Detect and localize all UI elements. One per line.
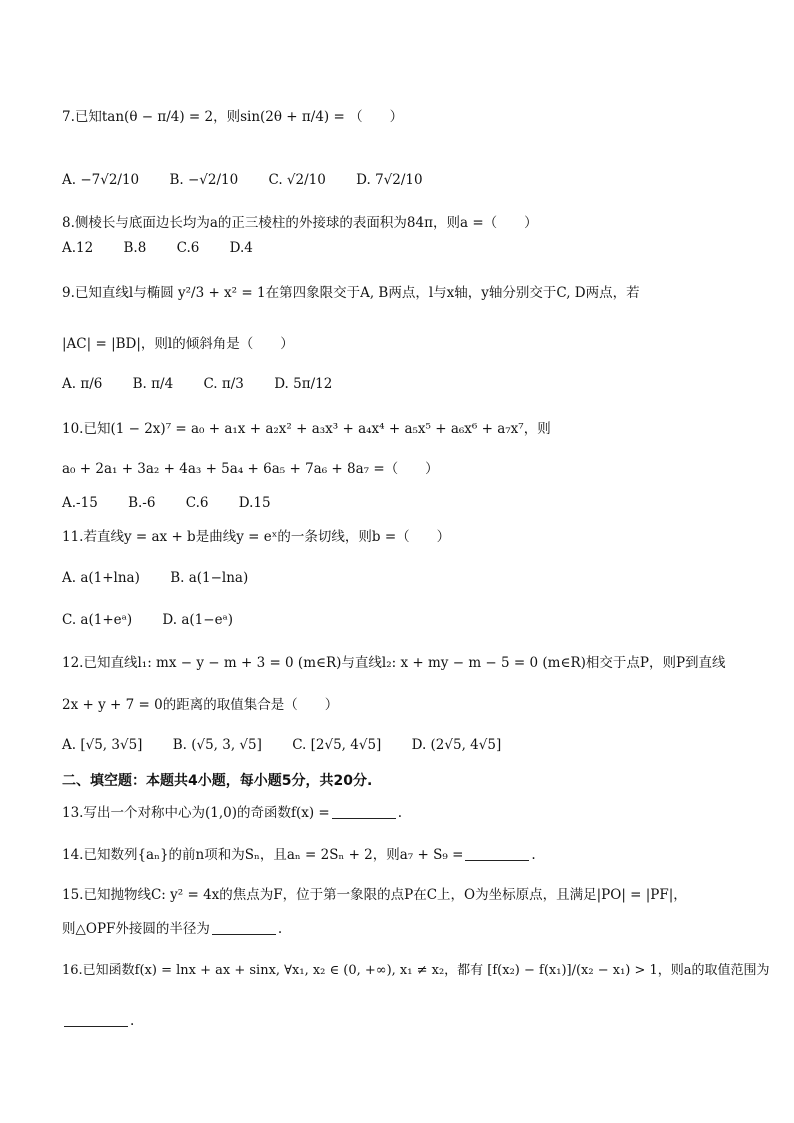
question-12-stem-line2: 2x + y + 7 = 0的距离的取值集合是（ ） bbox=[62, 697, 339, 713]
q12-option-a: A. [√5, 3√5] bbox=[62, 737, 143, 753]
q10-option-d: D.15 bbox=[238, 495, 271, 511]
question-11-options-row2 bbox=[62, 612, 259, 628]
question-9-stem-line2: |AC| = |BD|，则l的倾斜角是（ ） bbox=[62, 336, 294, 352]
q13-answer-blank[interactable] bbox=[332, 806, 396, 819]
question-12-options bbox=[62, 737, 527, 753]
q7-option-a: A. −7√2/10 bbox=[62, 172, 140, 188]
q8-option-d: D.4 bbox=[229, 240, 253, 256]
q8-option-a: A.12 bbox=[62, 240, 94, 256]
question-10-stem-line1: 10.已知(1 − 2x)⁷ = a₀ + a₁x + a₂x² + a₃x³ + a₄x⁴ + a₅x⁵ + a₆x⁶ + a₇x⁷，则 bbox=[62, 421, 551, 437]
q9-option-a: A. π/6 bbox=[62, 376, 103, 392]
question-10-options bbox=[62, 495, 297, 511]
q14-tail: . bbox=[531, 847, 536, 863]
q12-option-d: D. (2√5, 4√5] bbox=[411, 737, 502, 753]
q9-option-b: B. π/4 bbox=[132, 376, 174, 392]
question-15-stem-line2: 则△OPF外接圆的半径为 bbox=[62, 921, 210, 937]
question-9-stem-line1: 9.已知直线l与椭圆 y²/3 + x² = 1在第四象限交于A, B两点，l与x轴，y轴分别交于C, D两点，若 bbox=[62, 285, 640, 301]
question-9-options bbox=[62, 376, 358, 392]
section-2-heading: 二、填空题：本题共4小题，每小题5分，共20分. bbox=[62, 773, 373, 789]
q12-option-c: C. [2√5, 4√5] bbox=[292, 737, 382, 753]
question-8-options bbox=[62, 240, 279, 256]
q14-answer-blank[interactable] bbox=[465, 848, 529, 861]
question-7-stem: 7.已知tan(θ − π/4) = 2，则sin(2θ + π/4) = （ ） bbox=[62, 109, 404, 125]
question-12-stem-line1: 12.已知直线l₁: mx − y − m + 3 = 0 (m∈R)与直线l₂: x + my − m − 5 = 0 (m∈R)相交于点P，则P到直线 bbox=[62, 655, 726, 671]
q16-answer-blank[interactable] bbox=[64, 1014, 128, 1027]
q9-option-d: D. 5π/12 bbox=[274, 376, 333, 392]
question-15-stem-line1: 15.已知抛物线C: y² = 4x的焦点为F，位于第一象限的点P在C上，O为坐标原点，且满足|PO| = |PF|， bbox=[62, 887, 687, 903]
question-8-stem: 8.侧棱长与底面边长均为a的正三棱柱的外接球的表面积为84π，则a =（ ） bbox=[62, 215, 538, 231]
question-16-line2 bbox=[62, 1012, 134, 1030]
q10-option-a: A.-15 bbox=[62, 495, 98, 511]
q11-option-a: A. a(1+lna) bbox=[62, 570, 140, 586]
q7-option-c: C. √2/10 bbox=[268, 172, 326, 188]
q8-option-c: C.6 bbox=[176, 240, 200, 256]
q16-tail: . bbox=[130, 1013, 135, 1029]
q7-option-d: D. 7√2/10 bbox=[356, 172, 423, 188]
question-11-options-row1 bbox=[62, 570, 274, 586]
question-13 bbox=[62, 804, 402, 822]
question-14-stem: 14.已知数列{aₙ}的前n项和为Sₙ，且aₙ = 2Sₙ + 2，则a₇ + S₉ = bbox=[62, 847, 464, 863]
q13-tail: . bbox=[397, 805, 403, 821]
question-11-stem: 11.若直线y = ax + b是曲线y = eˣ的一条切线，则b =（ ） bbox=[62, 529, 451, 545]
q11-option-d: D. a(1−eᵃ) bbox=[162, 612, 234, 628]
question-10-stem-line2: a₀ + 2a₁ + 3a₂ + 4a₃ + 5a₄ + 6a₅ + 7a₆ + 8a₇ =（ ） bbox=[62, 461, 439, 477]
question-15-line2 bbox=[62, 920, 282, 938]
q11-option-b: B. a(1−lna) bbox=[170, 570, 249, 586]
q15-tail: . bbox=[277, 921, 283, 937]
question-13-stem: 13.写出一个对称中心为(1,0)的奇函数f(x) = bbox=[62, 805, 330, 821]
question-16-stem-line1: 16.已知函数f(x) = lnx + ax + sinx, ∀x₁, x₂ ∈ (0, +∞), x₁ ≠ x₂，都有 [f(x₂) − f(x₁)]/(x₂ − x₁) > 1，则a的取值范围为 bbox=[62, 963, 770, 978]
q8-option-b: B.8 bbox=[123, 240, 147, 256]
q12-option-b: B. (√5, 3, √5] bbox=[172, 737, 262, 753]
q15-answer-blank[interactable] bbox=[212, 922, 276, 935]
q9-option-c: C. π/3 bbox=[203, 376, 244, 392]
q10-option-c: C.6 bbox=[185, 495, 209, 511]
q7-option-b: B. −√2/10 bbox=[169, 172, 239, 188]
question-7-options bbox=[62, 172, 449, 188]
q11-option-c: C. a(1+eᵃ) bbox=[62, 612, 133, 628]
question-14 bbox=[62, 846, 536, 864]
q10-option-b: B.-6 bbox=[128, 495, 156, 511]
